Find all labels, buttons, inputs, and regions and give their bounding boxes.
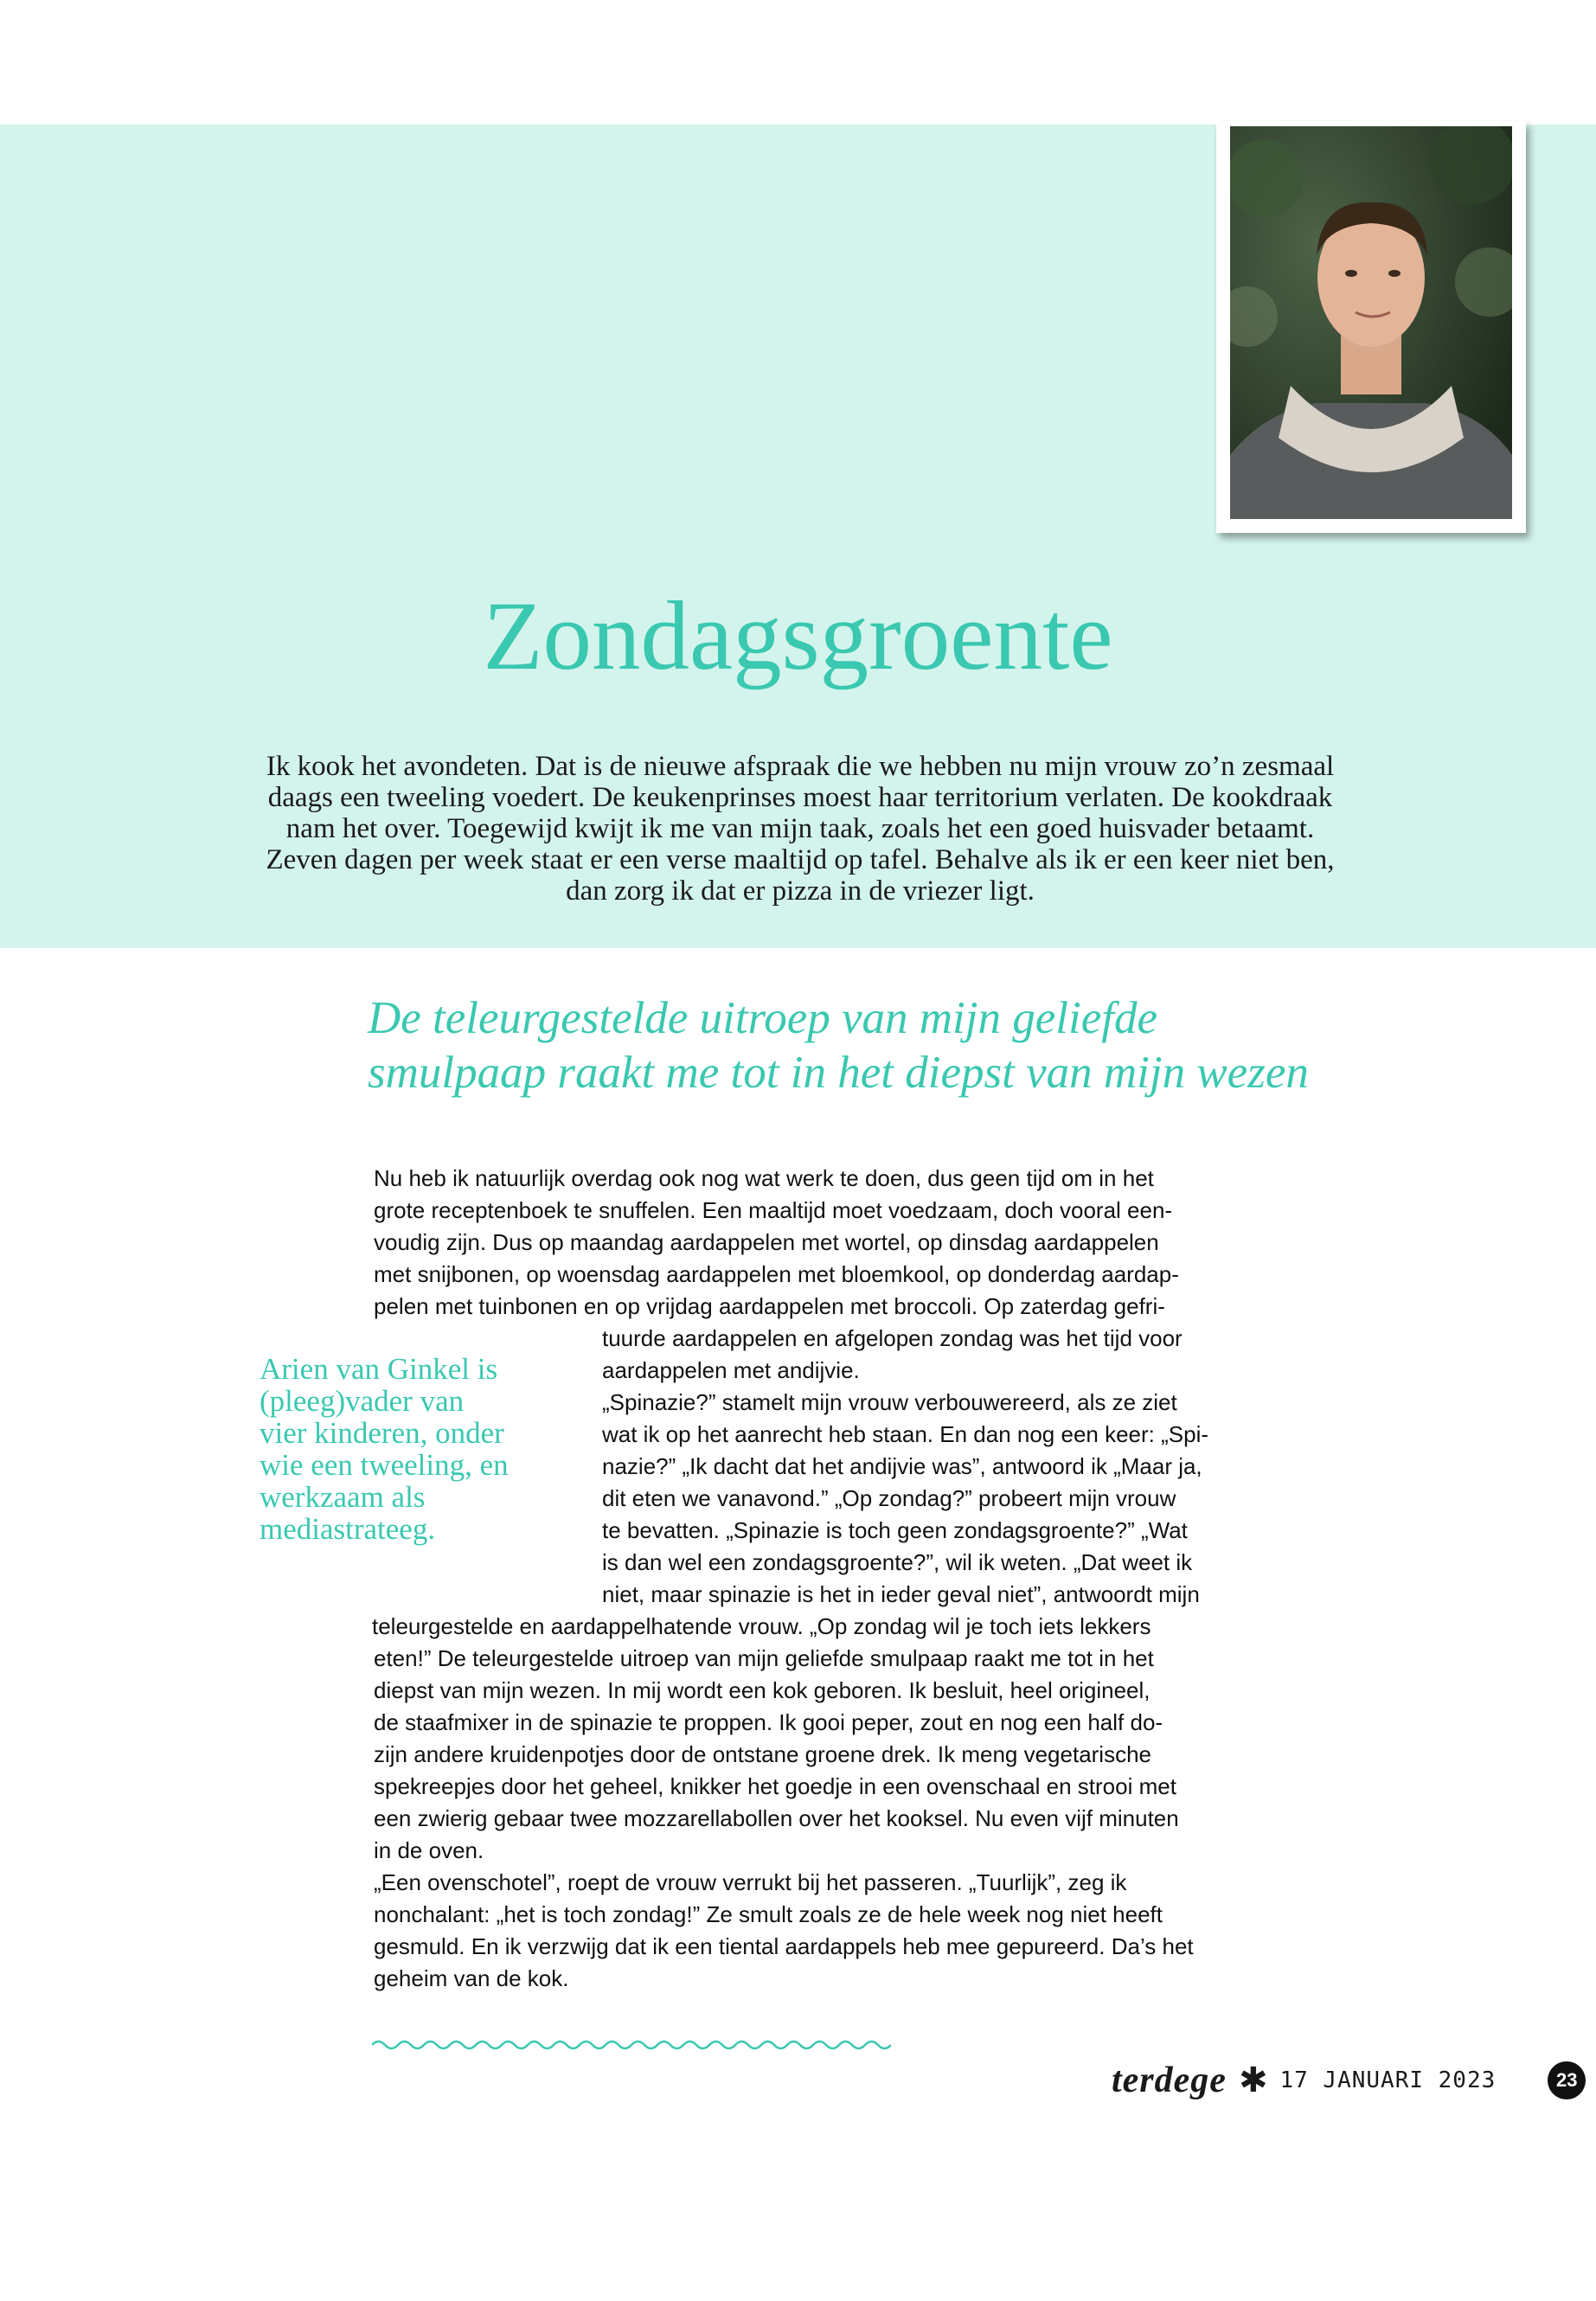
pull-quote (368, 991, 1492, 1100)
body-line: „Spinazie?” stamelt mijn vrouw verbouwereerd, als ze ziet (602, 1389, 1177, 1415)
body-line: Nu heb ik natuurlijk overdag ook nog wat werk te doen, dus geen tijd om in het (374, 1165, 1154, 1191)
body-line: nonchalant: „het is toch zondag!” Ze smult zoals ze de hele week nog niet heeft (374, 1901, 1163, 1927)
author-photo-frame (1216, 121, 1526, 533)
body-line: een zwierig gebaar twee mozzarellabollen over het kooksel. Nu even vijf minuten (374, 1805, 1179, 1831)
pull-quote-line: smulpaap raakt me tot in het diepst van mijn wezen (368, 1048, 1309, 1098)
body-line: voudig zijn. Dus op maandag aardappelen met wortel, op dinsdag aardappelen (374, 1229, 1159, 1255)
page-footer (1112, 2059, 1586, 2102)
magazine-logo: terdege (1112, 2061, 1227, 2100)
body-line: aardappelen met andijvie. (602, 1357, 860, 1383)
body-line: diepst van mijn wezen. In mij wordt een kok geboren. Ik besluit, heel origineel, (374, 1677, 1151, 1703)
body-line: geheim van de kok. (374, 1965, 569, 1991)
body-line: te bevatten. „Spinazie is toch geen zondagsgroente?” „Wat (602, 1517, 1188, 1543)
author-portrait-image (1230, 126, 1512, 519)
bio-line: mediastrateeg. (260, 1512, 436, 1546)
article-intro: Ik kook het avondeten. Dat is de nieuwe afspraak die we hebben nu mijn vrouw zo’n zesmaal daags een tweeling voedert. De keukenprinses moest haar territorium verlaten. De kookdraak nam het over. Toegewijd kwijt ik me van mijn taak, zoals het een goed huisvader betaamt. Zeven dagen per week staat er een verse maaltijd op tafel. Behalve als ik er een keer niet ben, dan zorg ik dat er pizza in de vriezer ligt. (266, 751, 1335, 907)
body-line: nazie?” „Ik dacht dat het andijvie was”, antwoord ik „Maar ja, (602, 1453, 1202, 1479)
bio-line: vier kinderen, onder (260, 1416, 504, 1450)
author-bio (260, 1353, 571, 1545)
wavy-divider (372, 2038, 891, 2052)
author-photo (1230, 126, 1512, 519)
body-line: zijn andere kruidenpotjes door de ontstane groene drek. Ik meng vegetarische (374, 1741, 1152, 1767)
pull-quote-line: De teleurgestelde uitroep van mijn geliefde (368, 993, 1157, 1043)
body-line: spekreepjes door het geheel, knikker het goedje in een ovenschaal en strooi met (374, 1773, 1176, 1799)
body-line: wat ik op het aanrecht heb staan. En dan nog een keer: „Spi- (602, 1421, 1209, 1447)
body-line: teleurgestelde en aardappelhatende vrouw. „Op zondag wil je toch iets lekkers (372, 1613, 1151, 1639)
body-line: is dan wel een zondagsgroente?”, wil ik weten. „Dat weet ik (602, 1549, 1193, 1575)
body-line: gesmuld. En ik verzwijg dat ik een tiental aardappels heb mee gepureerd. Da’s het (374, 1933, 1194, 1959)
body-line: eten!” De teleurgestelde uitroep van mijn geliefde smulpaap raakt me tot in het (374, 1645, 1154, 1671)
bio-line: wie een tweeling, en (260, 1448, 509, 1482)
body-line: grote receptenboek te snuffelen. Een maaltijd moet voedzaam, doch vooral een- (374, 1197, 1173, 1223)
bio-line: Arien van Ginkel is (260, 1352, 498, 1386)
body-line: de staafmixer in de spinazie te proppen. Ik gooi peper, zout en nog een half do- (374, 1709, 1163, 1735)
body-line: dit eten we vanavond.” „Op zondag?” probeert mijn vrouw (602, 1485, 1176, 1511)
bio-line: (pleeg)vader van (260, 1384, 465, 1418)
body-line: pelen met tuinbonen en op vrijdag aardappelen met broccoli. Op zaterdag gefri- (374, 1293, 1165, 1319)
issue-date: 17 JANUARI 2023 (1279, 2067, 1497, 2093)
body-line: met snijbonen, op woensdag aardappelen met bloemkool, op donderdag aardap- (374, 1261, 1179, 1287)
page-number-badge: 23 (1548, 2061, 1586, 2099)
body-line: in de oven. (374, 1837, 484, 1863)
article-body (374, 1163, 1273, 1995)
body-line: „Een ovenschotel”, roept de vrouw verrukt bij het passeren. „Tuurlijk”, zeg ik (374, 1869, 1127, 1895)
bio-line: werkzaam als (260, 1480, 426, 1514)
asterisk-icon: ✱ (1238, 2061, 1268, 2100)
article-title: Zondagsgroente (483, 582, 1113, 690)
body-line: tuurde aardappelen en afgelopen zondag was het tijd voor (602, 1325, 1183, 1351)
body-line: niet, maar spinazie is het in ieder geval niet”, antwoordt mijn (602, 1581, 1200, 1607)
